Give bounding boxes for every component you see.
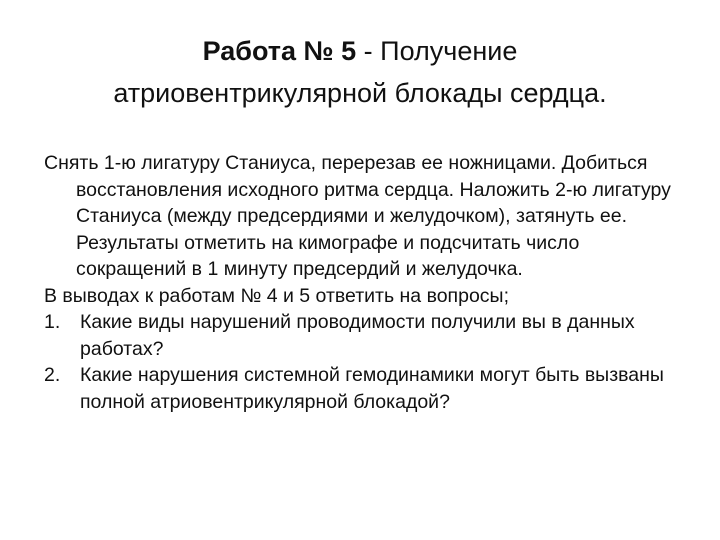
question-text: Какие виды нарушений проводимости получили вы в данных работах? [80,311,635,360]
title-text-line2: атриовентрикулярной блокады сердца. [113,78,607,108]
question-number: 1. [44,311,61,333]
instruction-paragraph: Снять 1-ю лигатуру Станиуса, перерезав ее ножницами. Добиться восстановления исходного ритма сердца. Наложить 2-ю лигатуру Станиуса (между предсердиями и желудочком), затянуть ее. Результаты отметить на кимографе и подсчитать число сокращений в 1 минуту предсердий и желудочка. [44,152,671,280]
title-work-number: Работа № 5 [202,36,357,66]
question-number: 2. [44,364,61,386]
slide-body [44,150,684,415]
question-text: Какие нарушения системной гемодинамики могут быть вызваны полной атриовентрикулярной блокадой? [80,364,664,413]
title-text-line1: - Получение [356,36,518,66]
question-item-2 [44,362,684,415]
conclusion-prompt: В выводах к работам № 4 и 5 ответить на вопросы; [44,284,509,307]
slide-title [40,30,680,114]
question-item-1 [44,309,684,362]
